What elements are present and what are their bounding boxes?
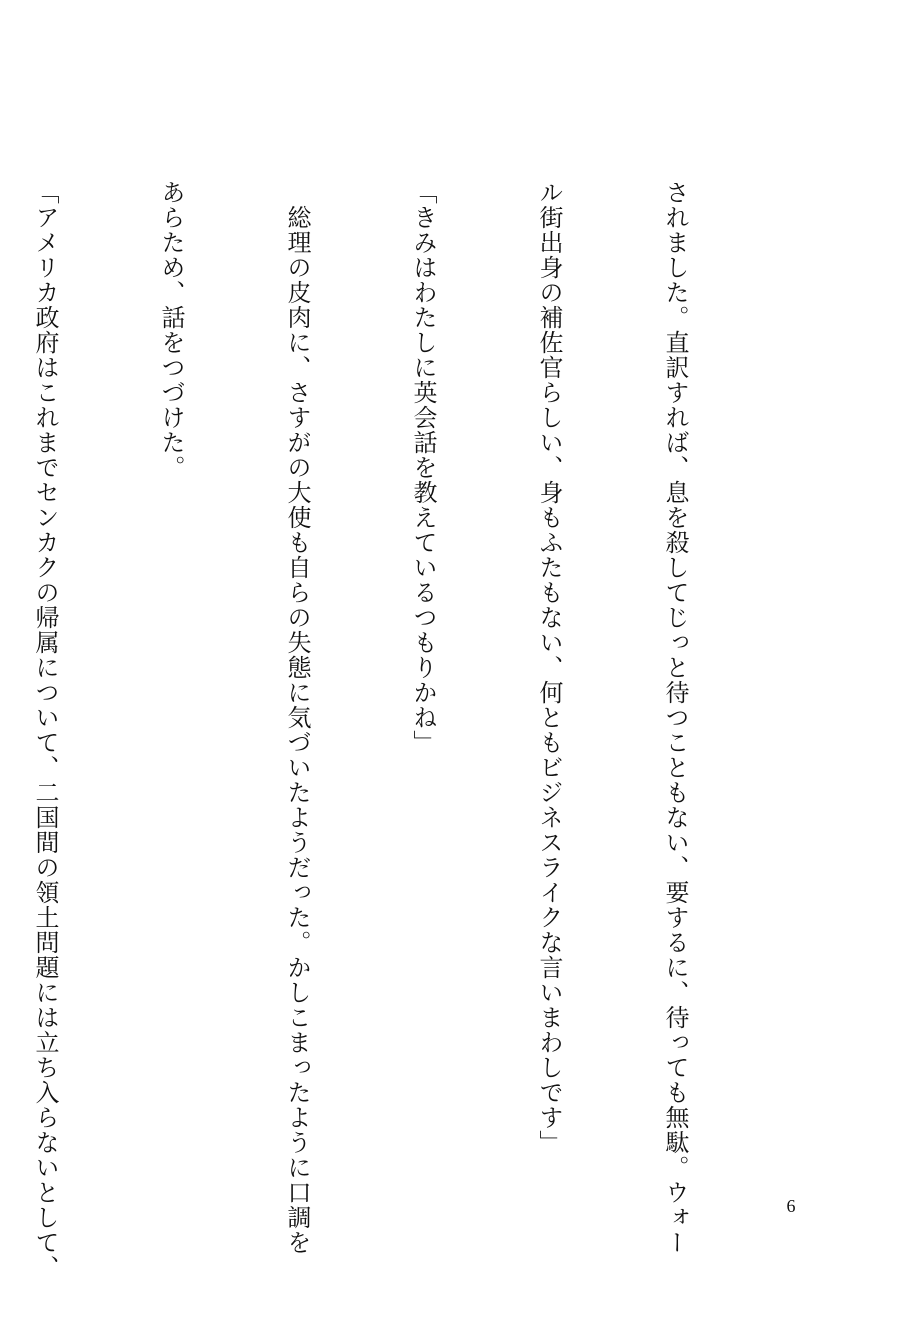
page-number: 6 <box>786 1196 796 1216</box>
text-line-2: ル街出身の補佐官らしい、身もふたもない、何ともビジネスライクな言いまわしです」 <box>535 180 563 1155</box>
text-line-6: 「アメリカ政府はこれまでセンカクの帰属について、二国間の領土問題には立ち入らないとして、 <box>31 180 59 1280</box>
text-line-5: あらため、話をつづけた。 <box>157 180 185 480</box>
vertical-body-text <box>31 180 780 1280</box>
text-line-1: されました。直訳すれば、息を殺してじっと待つこともない、要するに、待っても無駄。ウォー <box>661 180 689 1255</box>
text-line-3: 「きみはわたしに英会話を教えているつもりかね」 <box>409 180 437 755</box>
text-line-4: 総理の皮肉に、さすがの大使も自らの失態に気づいたようだった。かしこまったように口調を <box>283 180 311 1255</box>
